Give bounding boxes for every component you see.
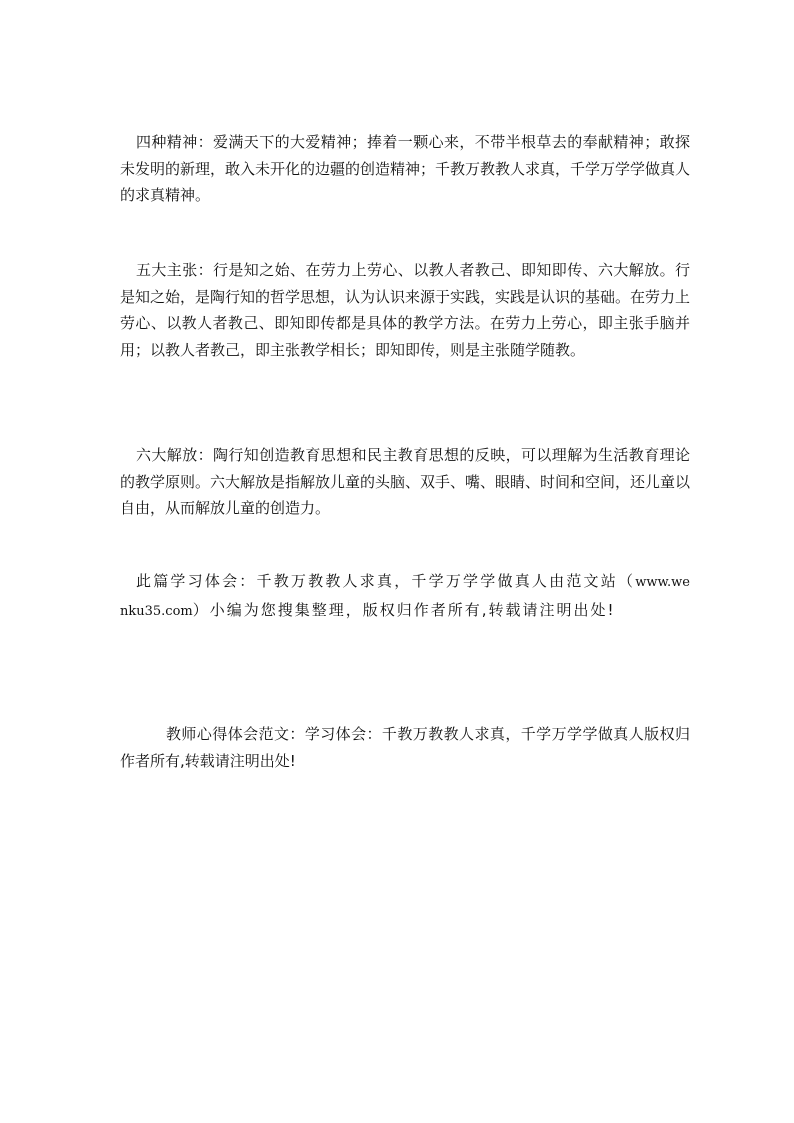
paragraph-six-liberations: 六大解放：陶行知创造教育思想和民主教育思想的反映，可以理解为生活教育理论的教学原则。六大解放是指解放儿童的头脑、双手、嘴、眼睛、时间和空间，还儿童以自由，从而解放儿童的创造力。 [120, 446, 691, 517]
paragraph-five-propositions: 五大主张：行是知之始、在劳力上劳心、以教人者教己、即知即传、六大解放。行是知之始，是陶行知的哲学思想，认为认识来源于实践，实践是认识的基础。在劳力上劳心、以教人者教己、即知即传都是具体的教学方法。在劳力上劳心，即主张手脑并用；以教人者教己，即主张教学相长；即知即传，则是主张随学随教。 [120, 261, 691, 359]
source-note-before: 此篇学习体会：千教万教教人求真，千学万学学做真人由范文站（ [136, 572, 636, 590]
footer-note: 教师心得体会范文：学习体会：千教万教教人求真，千学万学学做真人版权归作者所有,转载请注明出处! [120, 725, 690, 770]
paragraph-four-spirits: 四种精神：爱满天下的大爱精神；捧着一颗心来，不带半根草去的奉献精神；敢探未发明的新理，敢入未开化的边疆的创造精神；千教万教教人求真，千学万学学做真人的求真精神。 [120, 133, 691, 204]
source-note-after: ）小编为您搜集整理，版权归作者所有,转载请注明出处! [192, 600, 616, 619]
source-url: www.wenku35.com [120, 575, 690, 619]
source-note [120, 568, 690, 625]
